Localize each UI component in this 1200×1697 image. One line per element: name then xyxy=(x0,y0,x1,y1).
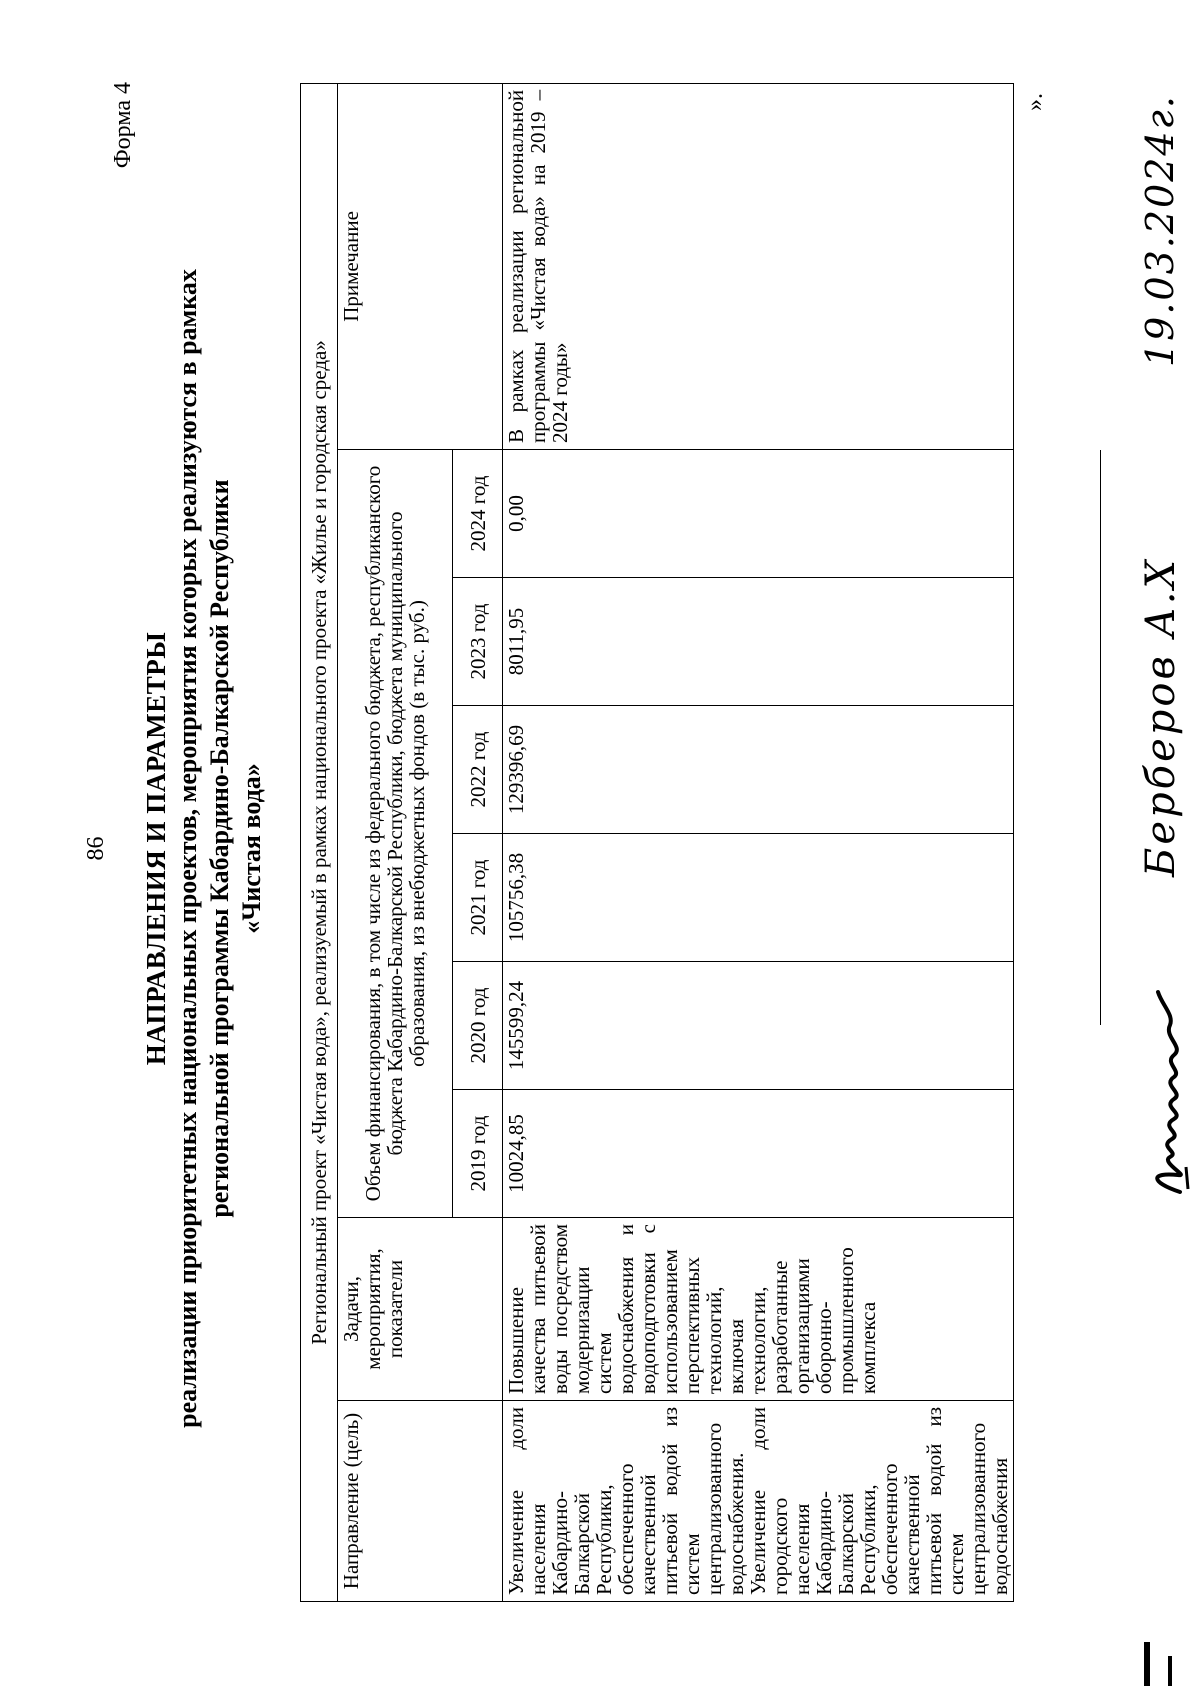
closing-quote: ». xyxy=(1022,93,1048,111)
title-line-2: реализации приоритетных национальных проектов, мероприятия которых реализуются в рамках xyxy=(173,269,202,1428)
signature-line xyxy=(1100,450,1101,1025)
title-line-1: НАПРАВЛЕНИЯ И ПАРАМЕТРЫ xyxy=(141,631,171,1066)
value-2021: 105756,38 xyxy=(503,834,1014,962)
year-2023: 2023 год xyxy=(453,578,503,706)
cell-tasks: Повышение качества питьевой воды посредством модернизации систем водоснабжения и водоподготовки с использованием перспективных технологий, включая технологии, разработанные организациями оборонно-промышленного комплекса xyxy=(503,1218,1014,1401)
value-2024: 0,00 xyxy=(503,450,1014,578)
header-note: Примечание xyxy=(338,83,503,449)
funding-table xyxy=(300,83,1014,1602)
year-2020: 2020 год xyxy=(453,962,503,1090)
title-line-3: региональной программы Кабардино-Балкарской Республики xyxy=(205,479,234,1218)
value-2019: 10024,85 xyxy=(503,1090,1014,1218)
year-2024: 2024 год xyxy=(453,450,503,578)
handwritten-date: 19.03.2024г. xyxy=(1138,94,1182,367)
title-line-4: «Чистая вода» xyxy=(237,763,266,934)
cell-note: В рамках реализации региональной программы «Чистая вода» на 2019 – 2024 годы» xyxy=(503,83,1014,449)
section-title: Региональный проект «Чистая вода», реализуемый в рамках национального проекта «Жилье и городская среда» xyxy=(301,83,338,1601)
scan-edge-mark xyxy=(1144,1642,1150,1686)
form-label: Форма 4 xyxy=(110,82,136,169)
value-2020: 145599,24 xyxy=(503,962,1014,1090)
value-2023: 8011,95 xyxy=(503,578,1014,706)
handwritten-name: Берберов А.Х xyxy=(1138,557,1184,877)
year-2021: 2021 год xyxy=(453,834,503,962)
table-row xyxy=(503,83,1014,1601)
header-direction: Направление (цель) xyxy=(338,1401,503,1602)
handwritten-signature xyxy=(1140,987,1200,1197)
scan-edge-mark-small xyxy=(1168,1656,1172,1686)
header-row xyxy=(338,83,453,1601)
header-tasks: Задачи, мероприятия, показатели xyxy=(338,1218,503,1401)
cell-direction: Увеличение доли населения Кабардино-Балкарской Республики, обеспеченного качественной питьевой водой из систем централизованного водоснабжения. Увеличение доли городского населения Кабардино-Балкарской Республики, обеспеченного качественной питьевой водой из систем централизованного водоснабжения xyxy=(503,1401,1014,1602)
header-funding: Объем финансирования, в том числе из федерального бюджета, республиканского бюджета Кабардино-Балкарской Республики, бюджета муниципального образования, из внебюджетных фондов (в тыс. руб.) xyxy=(338,450,453,1218)
value-2022: 129396,69 xyxy=(503,706,1014,834)
document-title xyxy=(140,130,268,1567)
section-row xyxy=(301,83,338,1601)
year-2019: 2019 год xyxy=(453,1090,503,1218)
page-number: 86 xyxy=(83,836,109,861)
year-2022: 2022 год xyxy=(453,706,503,834)
